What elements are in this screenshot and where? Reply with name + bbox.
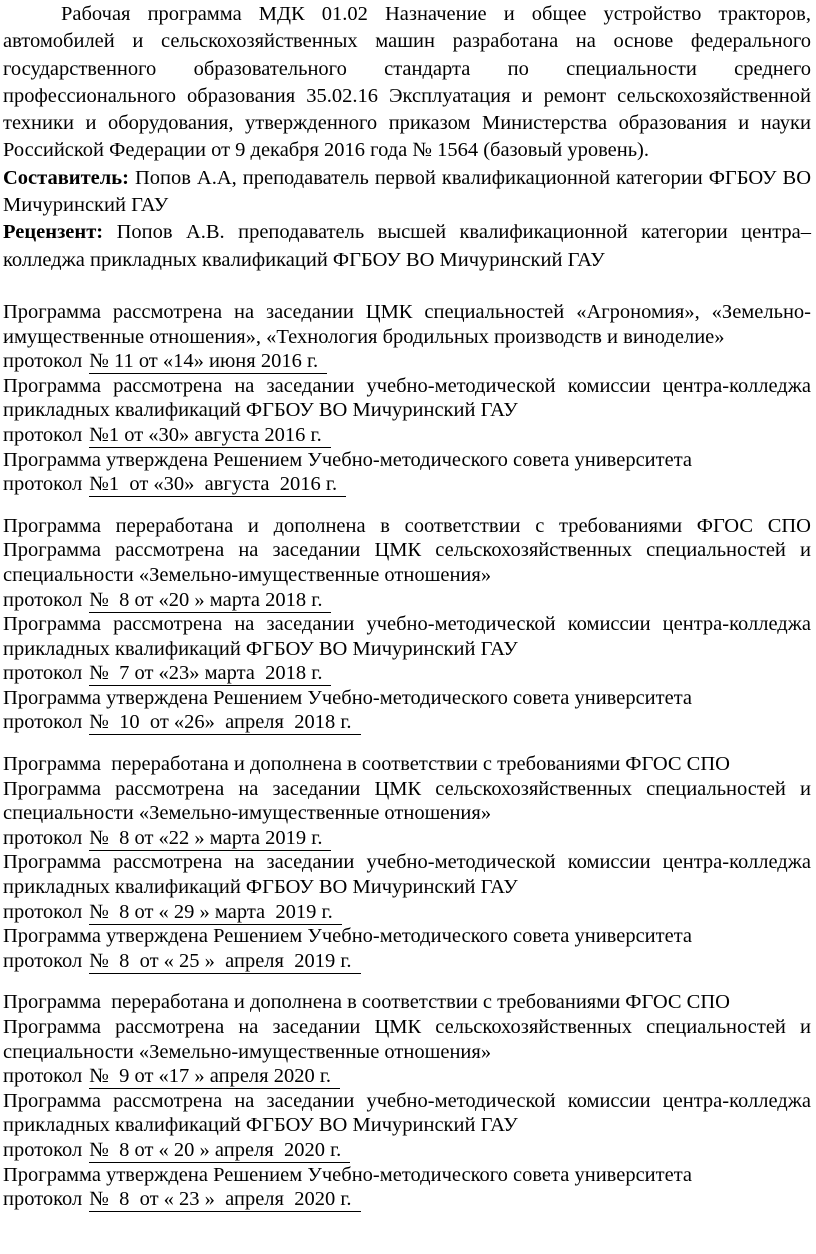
compiler-paragraph — [3, 165, 811, 220]
program-statement: Программа рассмотрена на заседании учебно-методической комиссии центра-колледжа прикладных квалификаций ФГБОУ ВО Мичуринский ГАУ — [3, 613, 811, 660]
program-statement: Программа рассмотрена на заседании ЦМК специальностей «Агрономия», «Земельно-имущественные отношения», «Технология бродильных производств и виноделие» — [3, 300, 811, 348]
protocol-label: протокол — [3, 473, 83, 496]
reworked-line: Программа переработана и дополнена в соответствии с требованиями ФГОС СПО — [3, 514, 811, 537]
program-statement: Программа утверждена Решением Учебно-методического совета университета — [3, 686, 693, 709]
protocol-label: протокол — [3, 949, 83, 972]
program-block-2016 — [3, 300, 811, 497]
program-statement: Программа рассмотрена на заседании учебно-методической комиссии центра-колледжа прикладных квалификаций ФГБОУ ВО Мичуринский ГАУ — [3, 374, 811, 422]
intro-paragraph: Рабочая программа МДК 01.02 Назначение и общее устройство тракторов, автомобилей и сельскохозяйственных машин разработана на основе федерального государственного образовательного стандарта по специальности среднего профессионального образования 35.02.16 Эксплуатация и ремонт сельскохозяйственной техники и оборудования, утвержденного приказом Министерства образования и науки Российской Федерации от 9 декабря 2016 года № 1564 (базовый уровень). — [3, 3, 811, 162]
protocol-value: № 10 от «26» апреля 2018 г. — [89, 711, 360, 735]
program-statement: Программа рассмотрена на заседании ЦМК сельскохозяйственных специальностей и специальности «Земельно-имущественные отношения» — [3, 539, 811, 586]
spacer — [3, 735, 811, 752]
program-statement: Программа рассмотрена на заседании ЦМК сельскохозяйственных специальностей и специальности «Земельно-имущественные отношения» — [3, 777, 811, 825]
program-statement: Программа утверждена Решением Учебно-методического совета университета — [3, 1163, 693, 1186]
protocol-line — [3, 1138, 811, 1163]
protocol-value: № 8 от «20 » марта 2018 г. — [89, 589, 331, 613]
program-block-2019 — [3, 752, 811, 973]
protocol-value: № 8 от « 25 » апреля 2019 г. — [89, 950, 360, 974]
program-statement: Программа рассмотрена на заседании учебно-методической комиссии центра-колледжа прикладных квалификаций ФГБОУ ВО Мичуринский ГАУ — [3, 1089, 811, 1137]
program-statement: Программа утверждена Решением Учебно-методического совета университета — [3, 448, 693, 471]
protocol-label: протокол — [3, 826, 83, 849]
protocol-value: № 8 от « 20 » апреля 2020 г. — [89, 1139, 350, 1163]
protocol-value: № 8 от «22 » марта 2019 г. — [89, 827, 331, 851]
reworked-line: Программа переработана и дополнена в соответствии с требованиями ФГОС СПО — [3, 753, 730, 776]
reviewer-text: Попов А.В. преподаватель высшей квалификационной категории центра–колледжа прикладных квалификаций ФГБОУ ВО Мичуринский ГАУ — [3, 221, 811, 271]
reviewer-paragraph — [3, 219, 811, 274]
protocol-line — [3, 710, 811, 735]
protocol-label: протокол — [3, 588, 83, 611]
program-statement: Программа утверждена Решением Учебно-методического совета университета — [3, 925, 693, 948]
protocol-label: протокол — [3, 423, 83, 446]
reviewer-label: Рецензент: — [3, 221, 104, 244]
reworked-line: Программа переработана и дополнена в соответствии с требованиями ФГОС СПО — [3, 991, 730, 1014]
protocol-line — [3, 900, 811, 925]
compiler-label: Составитель: — [3, 166, 129, 189]
protocol-value: № 8 от « 23 » апреля 2020 г. — [89, 1188, 360, 1212]
protocol-label: протокол — [3, 1065, 83, 1088]
protocol-line — [3, 349, 811, 374]
protocol-line — [3, 472, 811, 497]
protocol-value: №1 от «30» августа 2016 г. — [89, 473, 346, 497]
protocol-label: протокол — [3, 1138, 83, 1161]
protocol-line — [3, 1064, 811, 1089]
protocol-line — [3, 661, 811, 686]
program-block-2020 — [3, 990, 811, 1211]
program-statement: Программа рассмотрена на заседании учебно-методической комиссии центра-колледжа прикладных квалификаций ФГБОУ ВО Мичуринский ГАУ — [3, 851, 811, 899]
protocol-label: протокол — [3, 711, 83, 734]
protocol-value: № 9 от «17 » апреля 2020 г. — [89, 1065, 340, 1089]
protocol-line — [3, 826, 811, 851]
program-statement: Программа рассмотрена на заседании ЦМК сельскохозяйственных специальностей и специальности «Земельно-имущественные отношения» — [3, 1016, 811, 1063]
program-block-2018 — [3, 514, 811, 735]
protocol-line — [3, 423, 811, 448]
protocol-value: № 8 от « 29 » марта 2019 г. — [89, 901, 341, 925]
compiler-text: Попов А.А, преподаватель первой квалификационной категории ФГБОУ ВО Мичуринский ГАУ — [3, 166, 811, 217]
protocol-label: протокол — [3, 900, 83, 923]
protocol-value: № 11 от «14» июня 2016 г. — [89, 350, 327, 374]
protocol-line — [3, 1187, 811, 1212]
protocol-value: №1 от «30» августа 2016 г. — [89, 424, 330, 448]
protocol-label: протокол — [3, 350, 83, 373]
spacer — [3, 973, 811, 990]
spacer — [3, 497, 811, 514]
spacer — [3, 274, 811, 300]
protocol-label: протокол — [3, 1188, 83, 1211]
protocol-label: протокол — [3, 662, 83, 685]
protocol-line — [3, 588, 811, 613]
protocol-line — [3, 949, 811, 974]
protocol-value: № 7 от «23» марта 2018 г. — [89, 662, 331, 686]
